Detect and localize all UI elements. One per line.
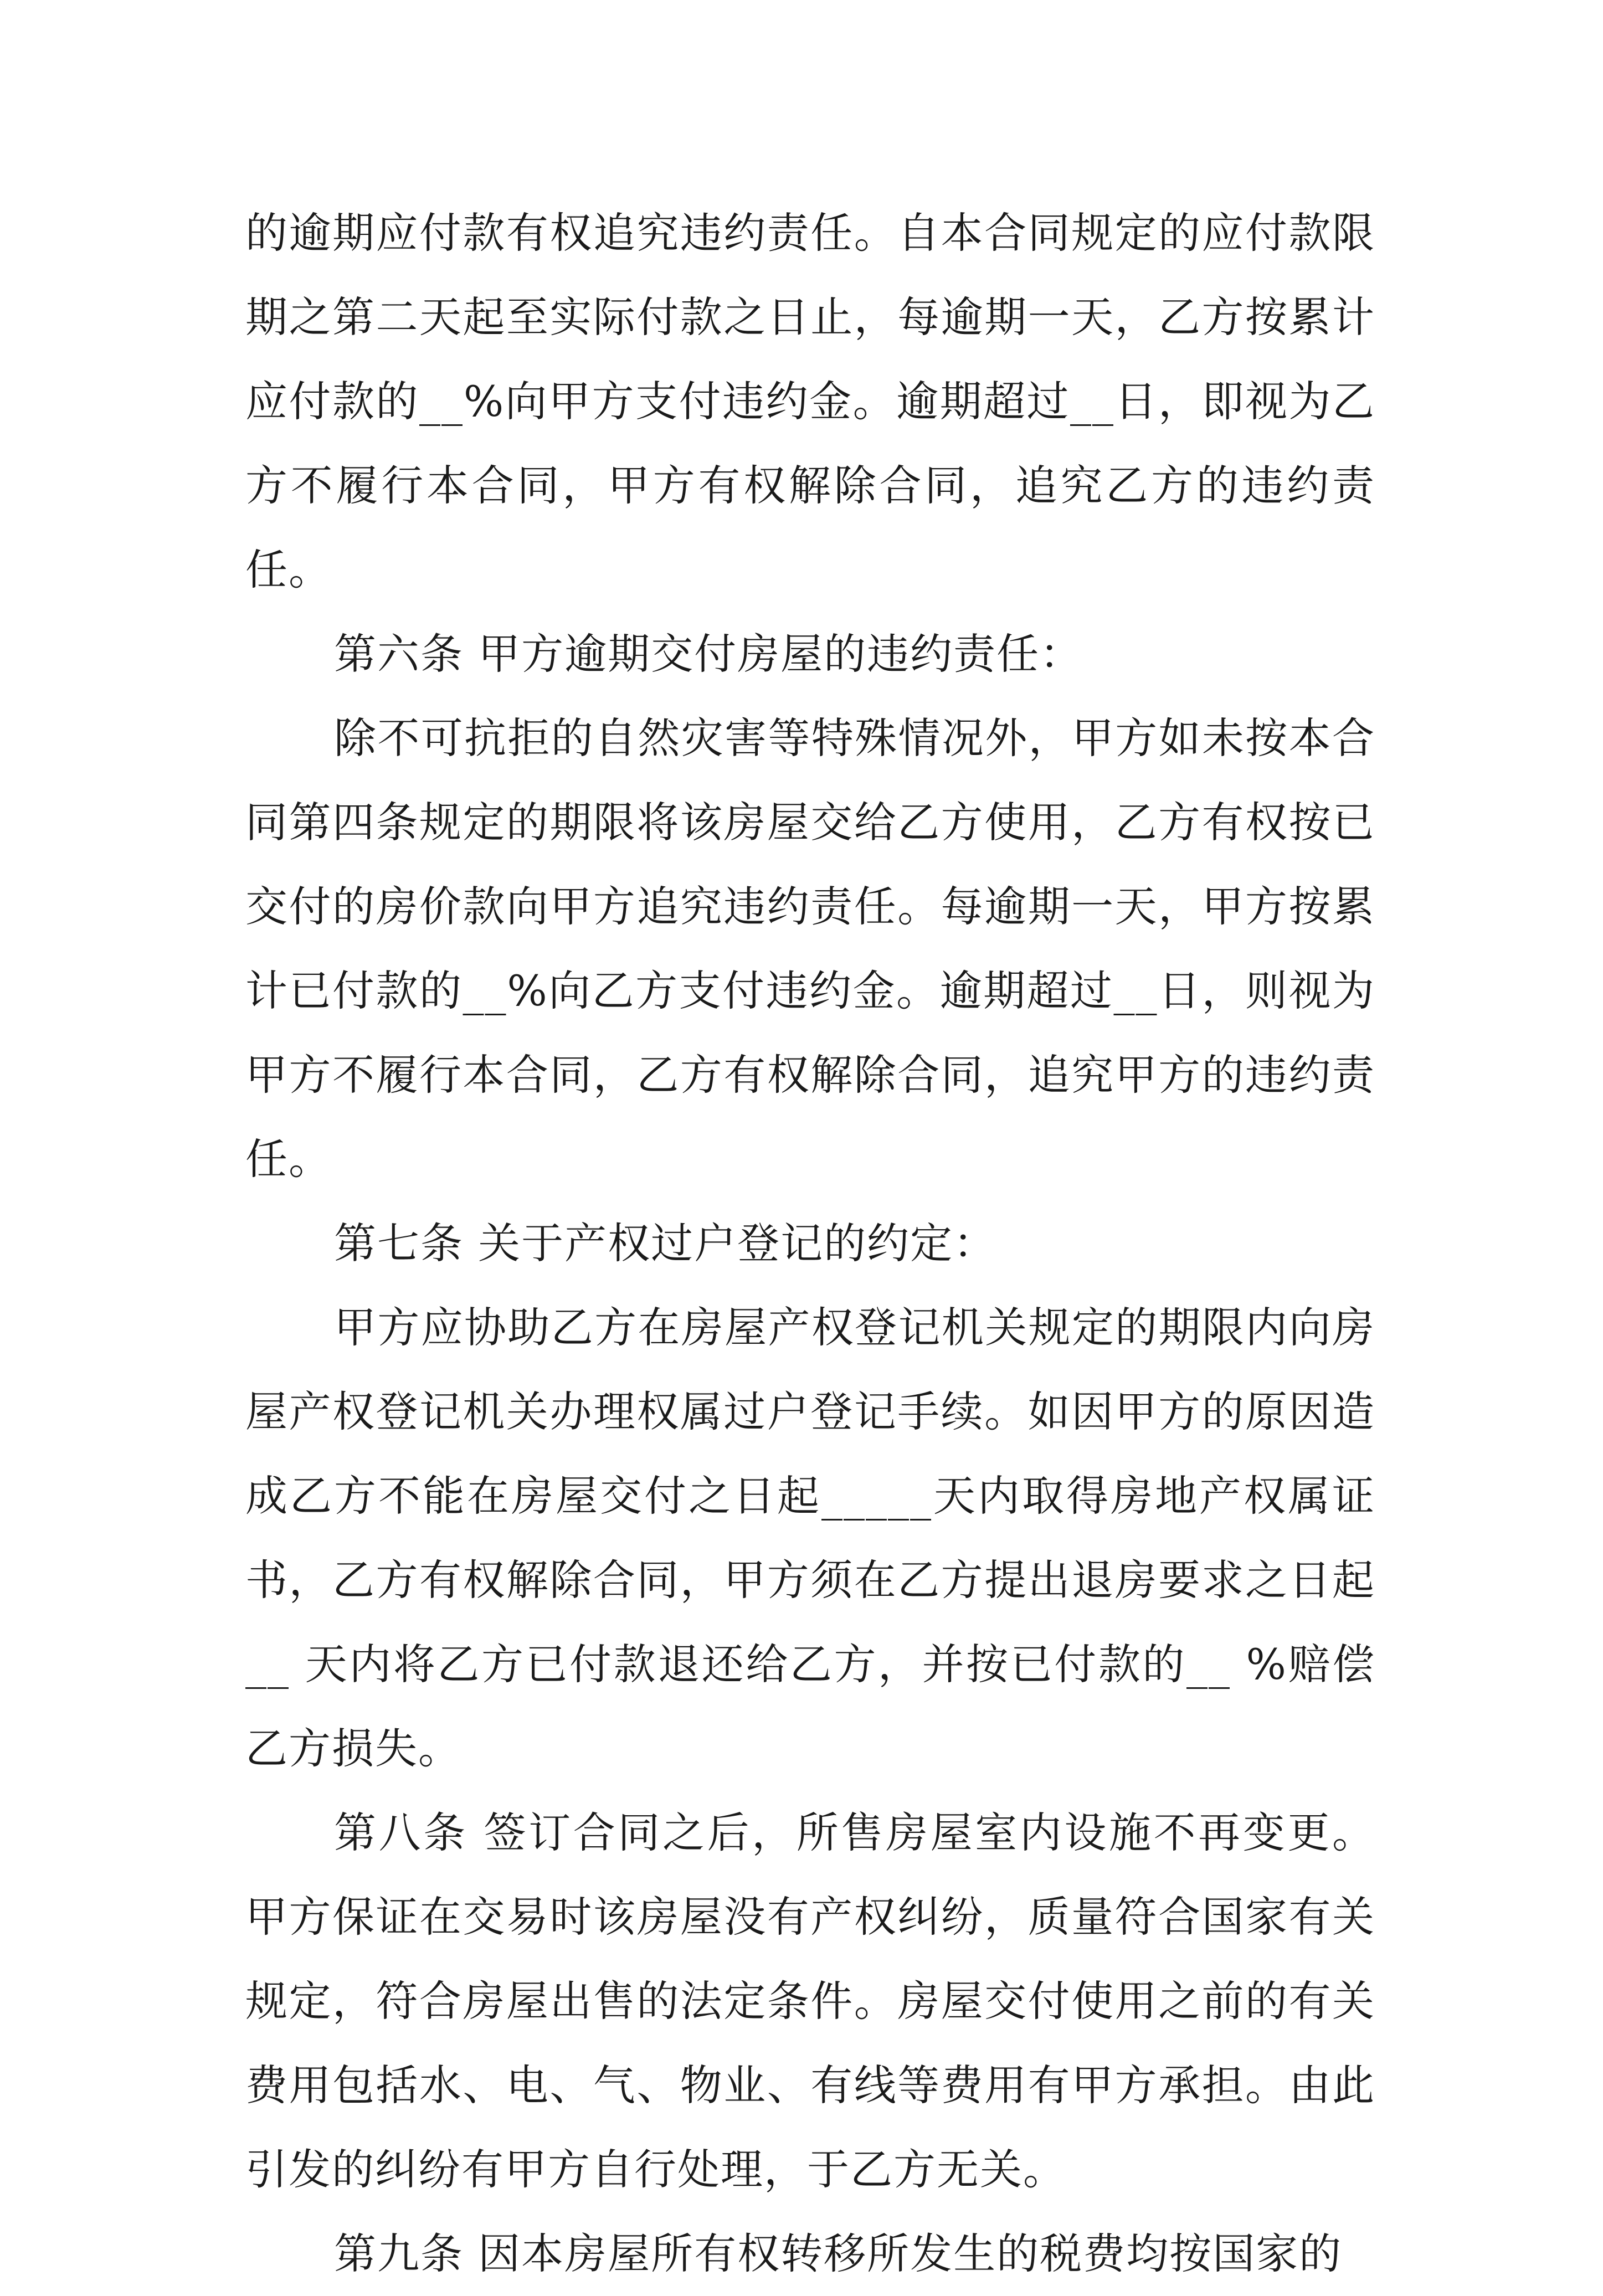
document-body [245, 191, 1375, 2296]
article-6-heading: 第六条 甲方逾期交付房屋的违约责任： [334, 629, 1083, 679]
article-7-body: 甲方应协助乙方在房屋产权登记机关规定的期限内向房屋产权登记机关办理权属过户登记手续。如因甲方的原因造成乙方不能在房屋交付之日起_____天内取得房地产权属证书，乙方有权解除合同，甲方须在乙方提出退房要求之日起__ 天内将乙方已付款退还给乙方，并按已付款的__ %赔偿乙方损失。 [245, 1303, 1375, 1773]
article-8-paragraph: 第八条 签订合同之后，所售房屋室内设施不再变更。甲方保证在交易时该房屋没有产权纠纷，质量符合国家有关规定，符合房屋出售的法定条件。房屋交付使用之前的有关费用包括水、电、气、物业、有线等费用有甲方承担。由此引发的纠纷有甲方自行处理，于乙方无关。 [245, 1808, 1375, 2194]
article-7-heading: 第七条 关于产权过户登记的约定： [334, 1219, 997, 1268]
paragraph-continuation: 的逾期应付款有权追究违约责任。自本合同规定的应付款限期之第二天起至实际付款之日止，每逾期一天，乙方按累计应付款的__%向甲方支付违约金。逾期超过__日，即视为乙方不履行本合同，甲方有权解除合同，追究乙方的违约责任。 [245, 208, 1375, 594]
article-9-paragraph: 第九条 因本房屋所有权转移所发生的税费均按国家的 [334, 2229, 1343, 2278]
article-6-body: 除不可抗拒的自然灾害等特殊情况外，甲方如未按本合同第四条规定的期限将该房屋交给乙方使用，乙方有权按已交付的房价款向甲方追究违约责任。每逾期一天，甲方按累计已付款的__%向乙方支付违约金。逾期超过__日，则视为甲方不履行本合同，乙方有权解除合同，追究甲方的违约责任。 [245, 713, 1375, 1184]
